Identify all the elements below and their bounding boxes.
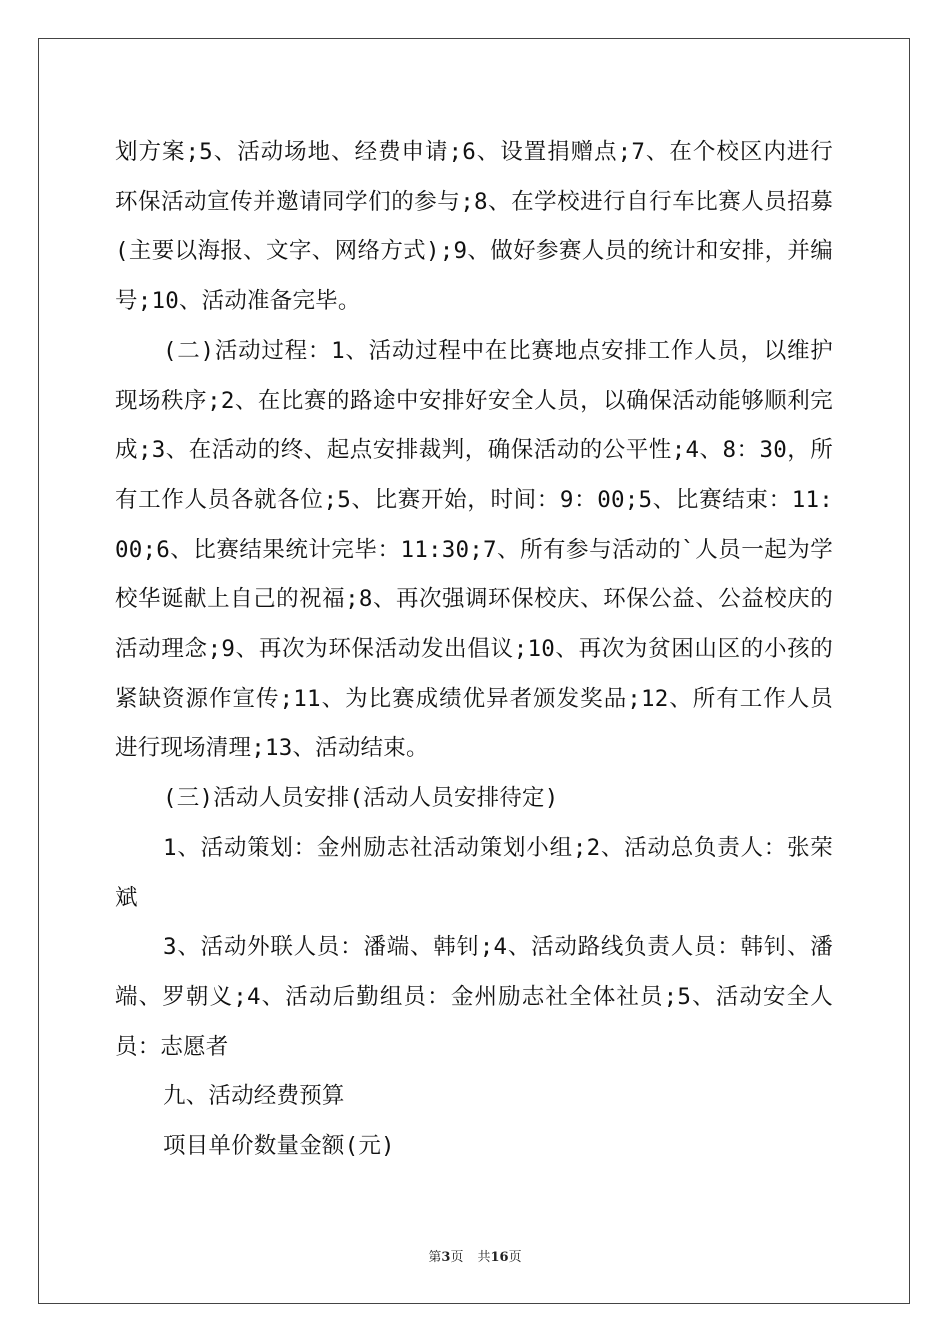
footer-total-prefix: 共 xyxy=(477,1250,491,1265)
paragraph-staff-heading: (三)活动人员安排(活动人员安排待定) xyxy=(163,785,559,812)
paragraph-staff-roles: 3、活动外联人员：潘端、韩钊;4、活动路线负责人员：韩钊、潘端、罗朝义;4、活动后勤组员：金州励志社全体社员;5、活动安全人员：志愿者 xyxy=(115,934,833,1060)
footer-page-number: 3 xyxy=(441,1250,451,1265)
page-footer xyxy=(0,1246,950,1265)
paragraph-activity-process: (二)活动过程：1、活动过程中在比赛地点安排工作人员，以维护现场秩序;2、在比赛的路途中安排好安全人员，以确保活动能够顺利完成;3、在活动的终、起点安排裁判，确保活动的公平性;4、8：30，所有工作人员各就各位;5、比赛开始，时间：9：00;5、比赛结束：11:00;6、比赛结果统计完毕：11:30;7、所有参与活动的`人员一起为学校华诞献上自己的祝福;8、再次强调环保校庆、环保公益、公益校庆的活动理念;9、再次为环保活动发出倡议;10、再次为贫困山区的小孩的紧缺资源作宣传;11、为比赛成绩优异者颁发奖品;12、所有工作人员进行现场清理;13、活动结束。 xyxy=(115,337,833,762)
footer-total-pages: 16 xyxy=(490,1250,509,1265)
paragraph-plan-continuation: 划方案;5、活动场地、经费申请;6、设置捐赠点;7、在个校区内进行环保活动宣传并邀请同学们的参与;8、在学校进行自行车比赛人员招募(主要以海报、文字、网络方式);9、做好参赛人员的统计和安排，并编号;10、活动准备完毕。 xyxy=(115,139,833,315)
document-body xyxy=(115,128,833,1172)
budget-table-header: 项目单价数量金额(元) xyxy=(163,1133,395,1160)
paragraph-staff-planning: 1、活动策划：金州励志社活动策划小组;2、活动总负责人：张荣斌 xyxy=(115,834,833,911)
footer-prefix: 第 xyxy=(428,1250,442,1265)
footer-total-suffix: 页 xyxy=(508,1250,522,1265)
section-heading-budget: 九、活动经费预算 xyxy=(163,1083,345,1110)
footer-page-suffix: 页 xyxy=(450,1250,464,1265)
